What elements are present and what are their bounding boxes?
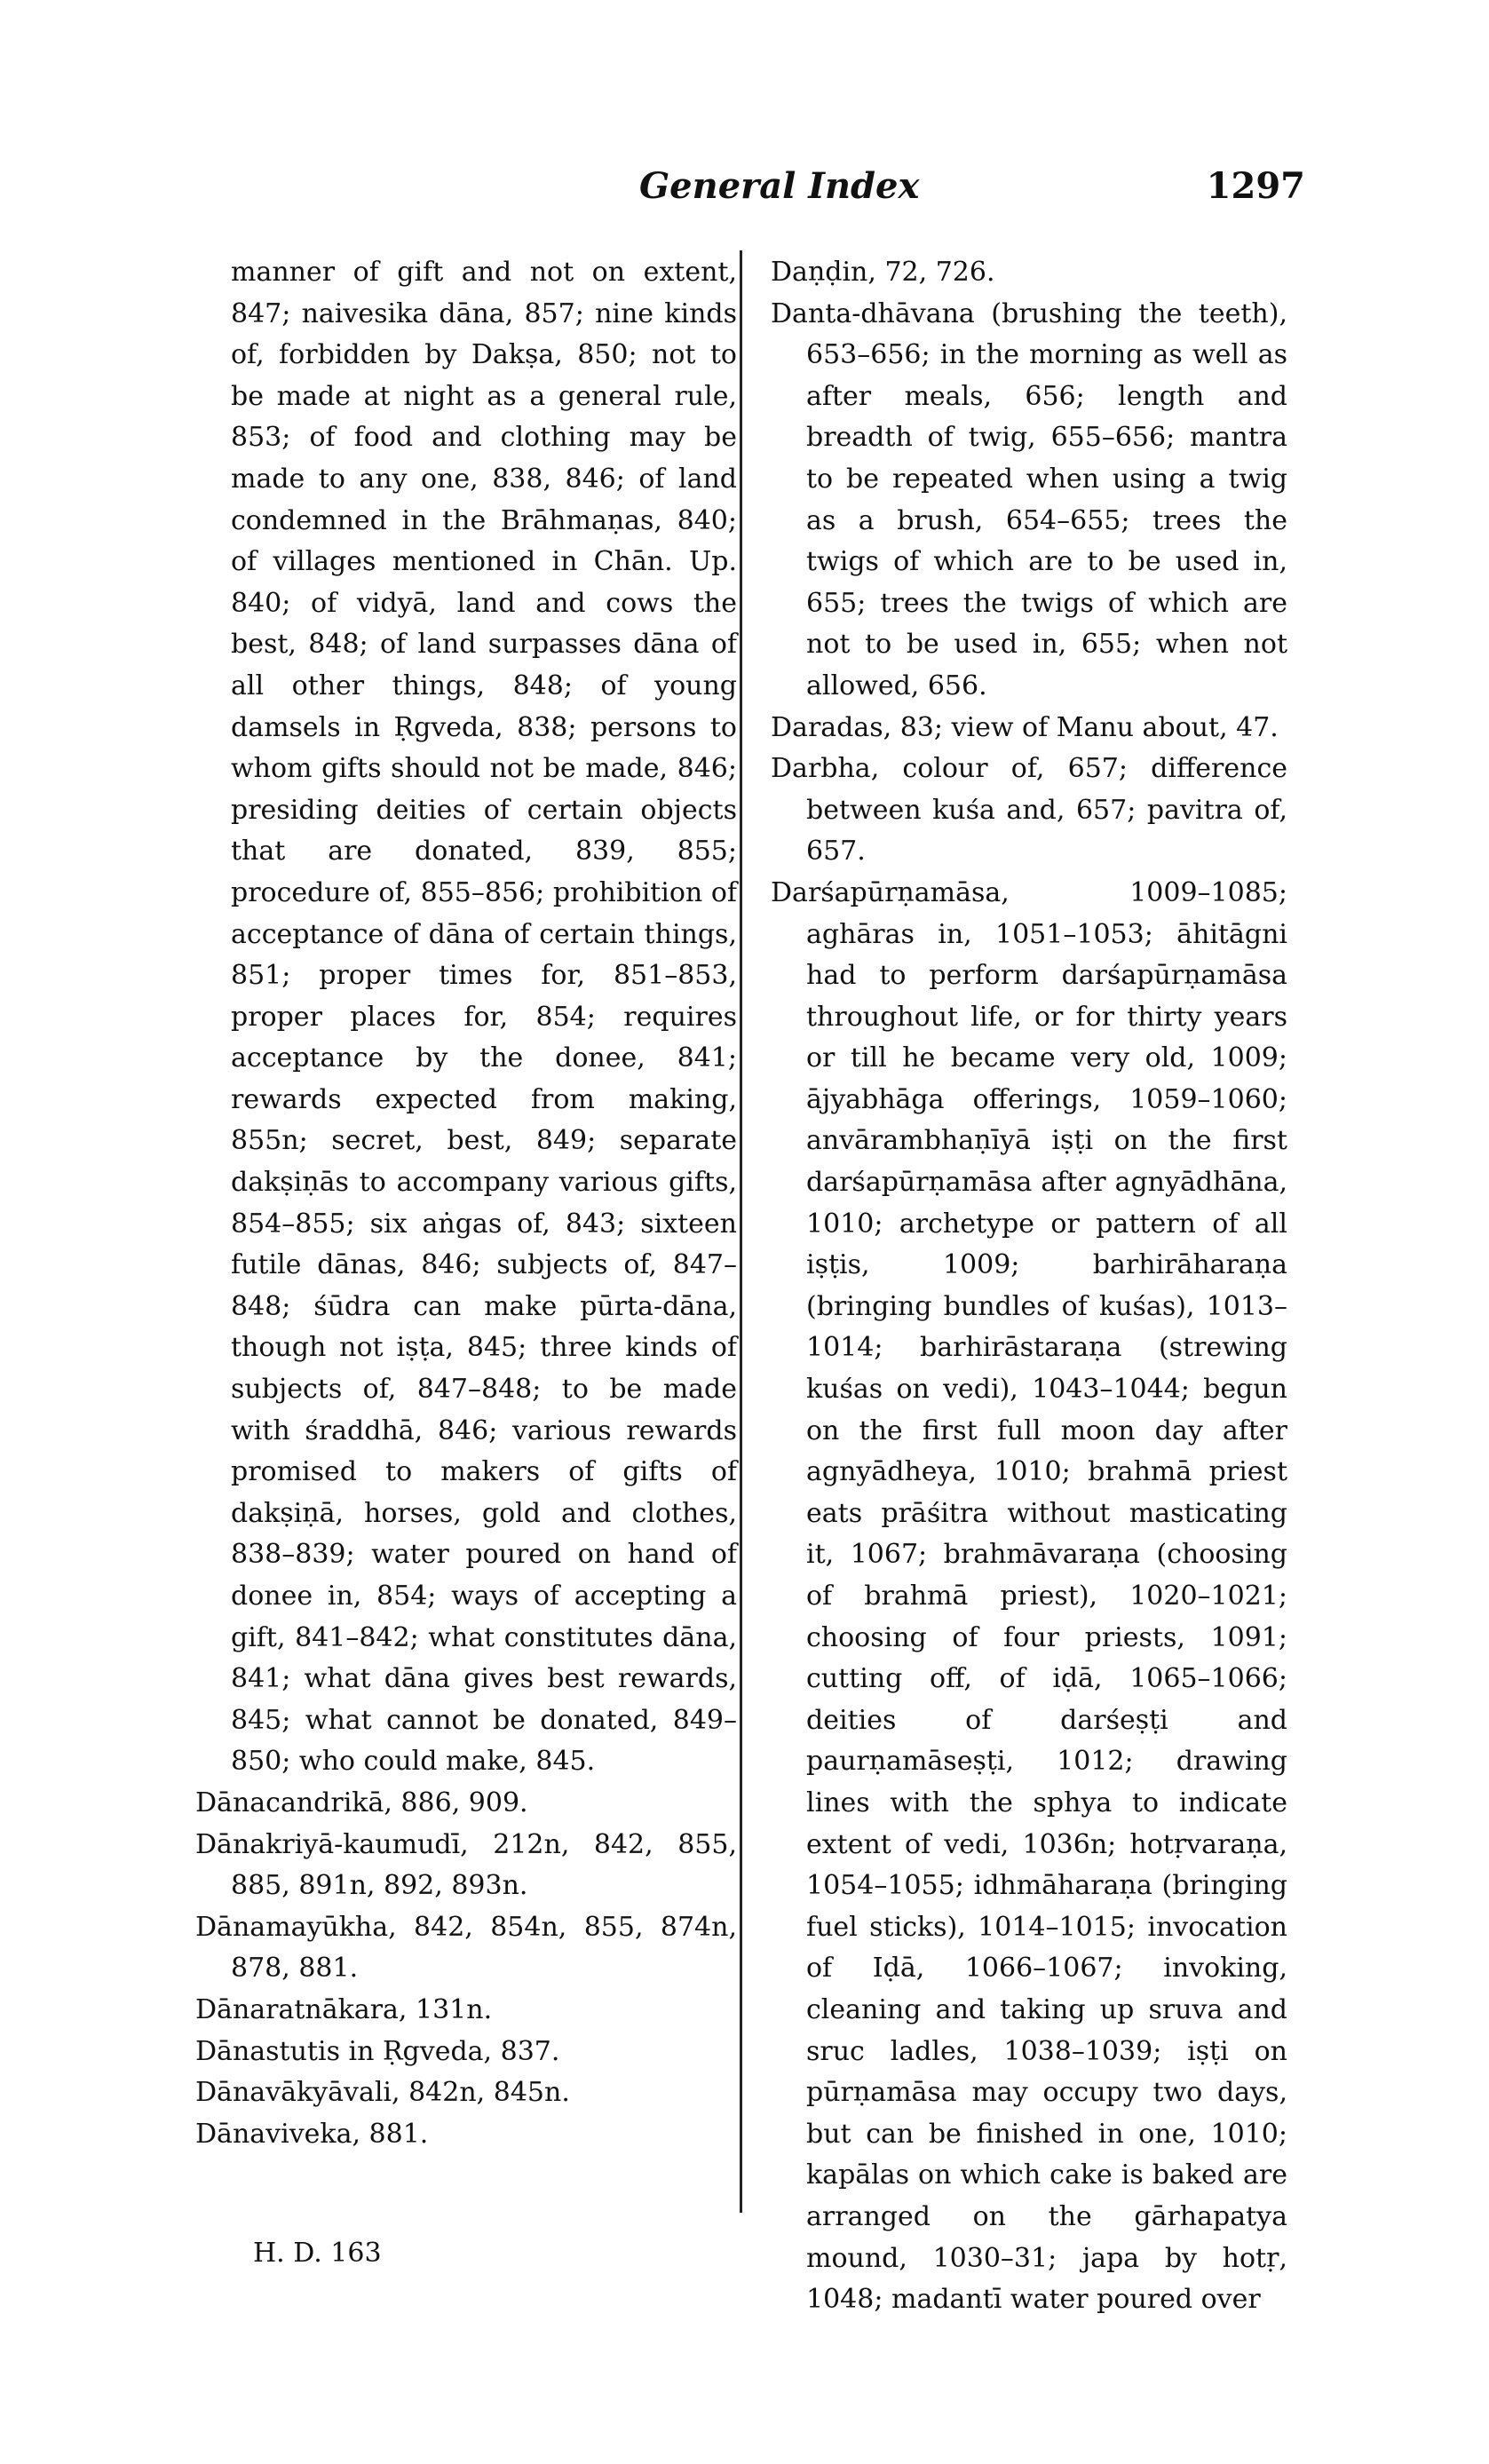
page-header	[186, 165, 1305, 218]
index-entry: Daradas, 83; view of Manu about, 47.	[771, 711, 1279, 743]
index-entry: Dānamayūkha, 842, 854n, 855, 874n, 878, 881.	[195, 1911, 737, 1985]
index-entry: Daṇḍin, 72, 726.	[771, 257, 995, 288]
index-entry: manner of gift and not on extent, 847; naivesika dāna, 857; nine kinds of, forbidden by Dakṣa, 850; not to be made at night as a general rule, 853; of food and clothing may be made to any one, 838, 846; of land condemned in the Brāhmaṇas, 840; of villages mentioned in Chān. Up. 840; of vidyā, land and cows the best, 848; of land surpasses dāna of all other things, 848; of young damsels in Ṛgveda, 838; persons to whom gifts should not be made, 846; presiding deities of certain objects that are donated, 839, 855; procedure of, 855–856; prohibition of acceptance of dāna of certain things, 851; proper times for, 851–853, proper places for, 854; requires acceptance by the donee, 841; rewards expected from making, 855n; secret, best, 849; separate dakṣiṇās to accompany various gifts, 854–855; six aṅgas of, 843; sixteen futile dānas, 846; subjects of, 847–848; śūdra can make pūrta-dāna, though not iṣṭa, 845; three kinds of subjects of, 847–848; to be made with śraddhā, 846; various rewards promised to makers of gifts of dakṣiṇā, horses, gold and clothes, 838–839; water poured on hand of donee in, 854; ways of accepting a gift, 841–842; what constitutes dāna, 841; what dāna gives best rewards, 845; what cannot be donated, 849–850; who could make, 845.	[231, 257, 737, 1778]
signature-mark: H. D. 163	[253, 2238, 382, 2269]
running-head: General Index	[639, 165, 920, 207]
index-entry: Dānaratnākara, 131n.	[195, 1993, 493, 2025]
index-entry: Dānacandrikā, 886, 909.	[195, 1787, 528, 1818]
index-entry: Darbha, colour of, 657; difference between kuśa and, 657; pavitra of, 657.	[771, 753, 1287, 868]
right-column	[771, 252, 1287, 2321]
page-number: 1297	[1206, 165, 1305, 207]
left-column	[195, 252, 737, 2155]
index-entry: Danta-dhāvana (brushing the teeth), 653–656; in the morning as well as after meals, 656; length and breadth of twig, 655–656; mantra to be repeated when using a twig as a brush, 654–655; trees the twigs of which are to be used in, 655; trees the twigs of which are not to be used in, 655; when not allowed, 656.	[771, 297, 1287, 701]
index-entry: Dānastutis in Ṛgveda, 837.	[195, 2035, 560, 2067]
column-divider	[740, 250, 742, 2213]
index-entry: Dānaviveka, 881.	[195, 2118, 429, 2150]
index-entry: Dānakriyā-kaumudī, 212n, 842, 855, 885, 891n, 892, 893n.	[195, 1828, 737, 1902]
index-entry: Dānavākyāvali, 842n, 845n.	[195, 2077, 570, 2109]
index-entry: Darśapūrṇamāsa, 1009–1085; aghāras in, 1051–1053; āhitāgni had to perform darśapūrṇamāsa throughout life, or for thirty years or till he became very old, 1009; ājyabhāga offerings, 1059–1060; anvārambhaṇīyā iṣṭi on the first darśapūrṇamāsa after agnyādhāna, 1010; archetype or pattern of all iṣṭis, 1009; barhirāharaṇa (bringing bundles of kuśas), 1013–1014; barhirāstaraṇa (strewing kuśas on vedi), 1043–1044; begun on the first full moon day after agnyādheya, 1010; brahmā priest eats prāśitra without masticating it, 1067; brahmāvaraṇa (choosing of brahmā priest), 1020–1021; choosing of four priests, 1091; cutting off, of iḍā, 1065–1066; deities of darśeṣṭi and paurṇamāseṣṭi, 1012; drawing lines with the sphya to indicate extent of vedi, 1036n; hotṛvaraṇa, 1054–1055; idhmāharaṇa (bringing fuel sticks), 1014–1015; invocation of Iḍā, 1066–1067; invoking, cleaning and taking up sruva and sruc ladles, 1038–1039; iṣṭi on pūrṇamāsa may occupy two days, but can be finished in one, 1010; kapālas on which cake is baked are arranged on the gārhapatya mound, 1030–31; japa by hotṛ, 1048; madantī water poured over	[771, 876, 1287, 2316]
